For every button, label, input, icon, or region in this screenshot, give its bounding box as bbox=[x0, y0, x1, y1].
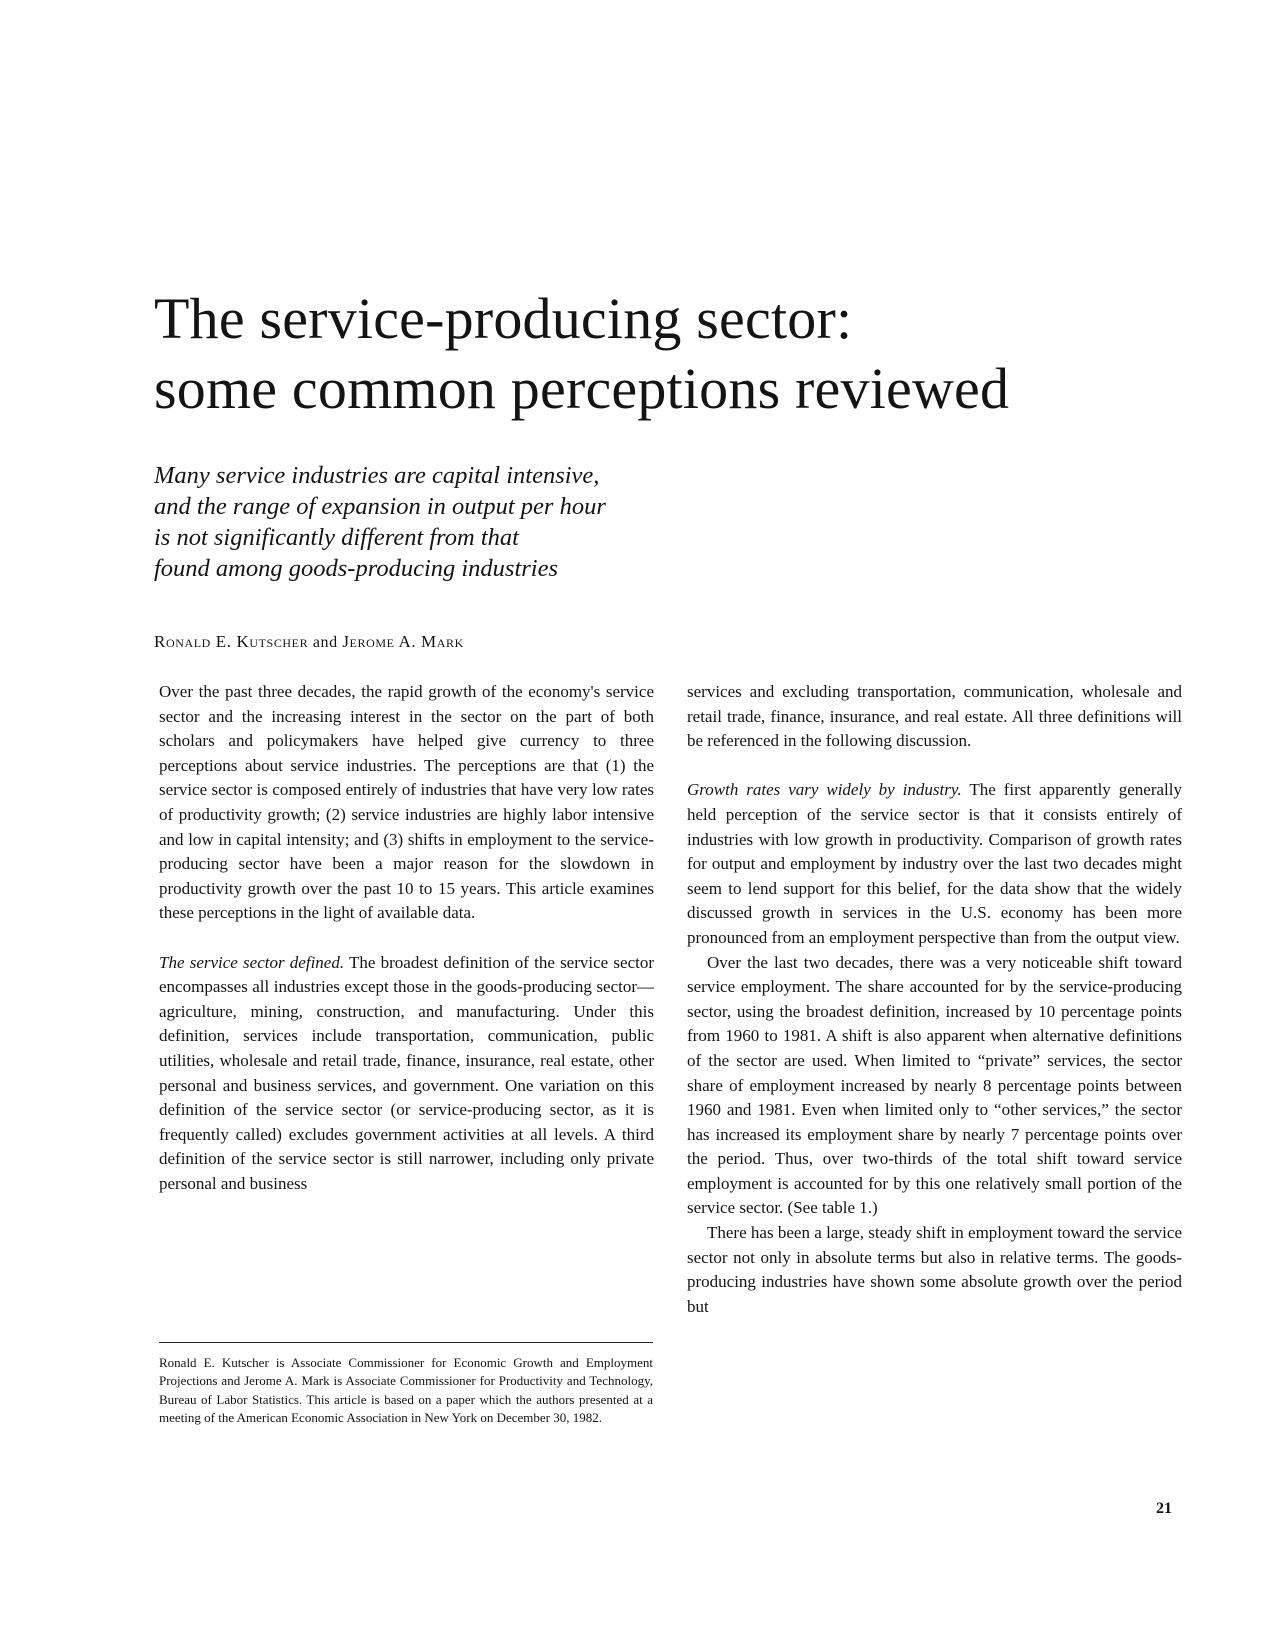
byline bbox=[154, 632, 464, 652]
paragraph-text: The broadest definition of the service sector encompasses all industries except those in the goods-producing sector—agriculture, mining, construction, and manufacturing. Under this definition, services include transportation, communication, public utilities, wholesale and retail trade, finance, insurance, real estate, other personal and business services, and government. One variation on this definition of the service sector (or service-producing sector, as it is frequently called) excludes government activities at all levels. A third definition of the service sector is still narrower, including only private personal and business bbox=[159, 952, 654, 1193]
section-heading: Growth rates vary widely by industry. bbox=[687, 780, 962, 800]
author-footnote: Ronald E. Kutscher is Associate Commissioner for Economic Growth and Employment Projections and Jerome A. Mark is Associate Commissioner for Productivity and Technology, Bureau of Labor Statistics. This article is based on a paper which the authors presented at a meeting of the American Economic Association in New York on December 30, 1982. bbox=[159, 1355, 653, 1426]
deck-line-3: is not significantly different from that bbox=[154, 524, 519, 551]
author-1: Ronald E. Kutscher bbox=[154, 632, 309, 651]
byline-conjunction: and bbox=[312, 634, 338, 651]
paragraph: services and excluding transportation, communication, wholesale and retail trade, finance, insurance, and real estate. All three definitions will be referenced in the following discussion. bbox=[687, 682, 1182, 751]
paragraph: There has been a large, steady shift in employment toward the service sector not only in absolute terms but also in relative terms. The goods-producing industries have shown some absolute growth over the period but bbox=[687, 1223, 1182, 1316]
section-heading: The service sector defined. bbox=[159, 952, 345, 972]
paragraph bbox=[687, 778, 1182, 950]
article-title bbox=[154, 284, 1154, 424]
left-column bbox=[159, 680, 654, 1196]
footnote-divider bbox=[159, 1342, 653, 1343]
paragraph: Over the past three decades, the rapid growth of the economy's service sector and the increasing interest in the sector on the part of both scholars and policymakers have helped give currency to three perceptions about service industries. The perceptions are that (1) the service sector is composed entirely of industries that have very low rates of productivity growth; (2) service industries are highly labor intensive and low in capital intensity; and (3) shifts in employment to the service-producing sector have been a major reason for the slowdown in productivity growth over the past 10 to 15 years. This article examines these perceptions in the light of available data. bbox=[159, 682, 654, 923]
right-column bbox=[687, 680, 1182, 1319]
page-number: 21 bbox=[1156, 1500, 1172, 1517]
title-line-1: The service-producing sector: bbox=[154, 286, 853, 351]
deck-line-4: found among goods-producing industries bbox=[154, 555, 559, 582]
paragraph: Over the last two decades, there was a very noticeable shift toward service employment. The share accounted for by the service-producing sector, using the broadest definition, increased by 10 percentage points from 1960 to 1981. A shift is also apparent when alternative definitions of the sector are used. When limited to “private” services, the sector share of employment increased by nearly 8 percentage points between 1960 and 1981. Even when limited only to “other services,” the sector has increased its employment share by nearly 7 percentage points over the period. Thus, over two-thirds of the total shift toward service employment is accounted for by this one relatively small portion of the service sector. (See table 1.) bbox=[687, 952, 1182, 1218]
paragraph-text: The first apparently generally held perception of the service sector is that it consists entirely of industries with low growth in productivity. Comparison of growth rates for output and employment by industry over the last two decades might seem to lend support for this belief, for the data show that the widely discussed growth in services in the U.S. economy has been more pronounced from an employment perspective than from the output view. bbox=[687, 780, 1182, 947]
author-2: Jerome A. Mark bbox=[342, 632, 464, 651]
deck-line-1: Many service industries are capital intensive, bbox=[154, 462, 600, 489]
article-deck bbox=[154, 460, 854, 584]
title-line-2: some common perceptions reviewed bbox=[154, 356, 1010, 421]
paragraph bbox=[159, 951, 654, 1197]
deck-line-2: and the range of expansion in output per hour bbox=[154, 493, 606, 520]
